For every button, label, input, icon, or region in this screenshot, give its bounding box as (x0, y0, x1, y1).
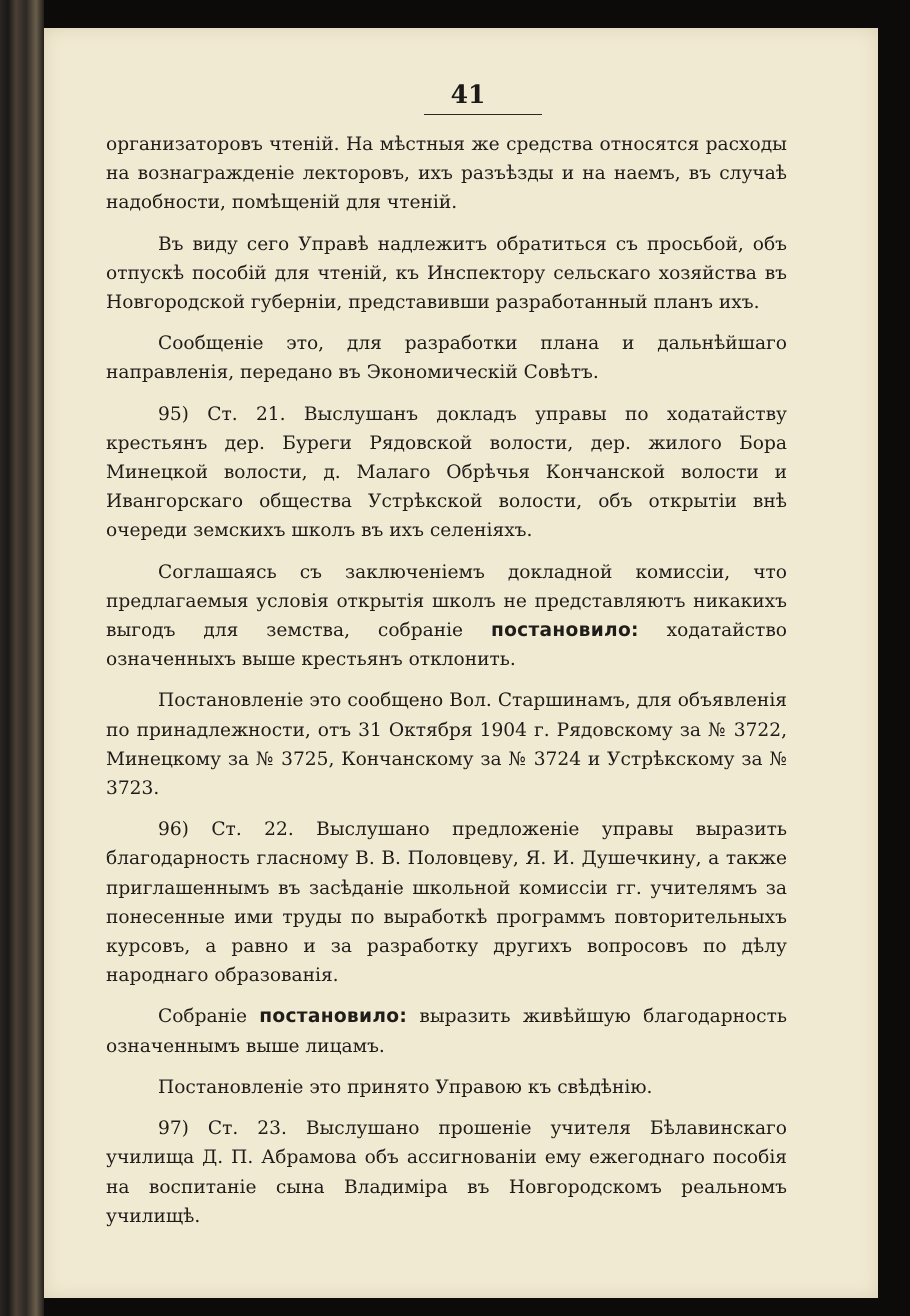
resolution-keyword: постановило: (490, 620, 639, 642)
paragraph-5-before: Соглашаясь съ заключеніемъ докладной комиссіи, что предлагаемыя условія открытія школъ не представляютъ никакихъ выгодъ для земства, собраніе (106, 561, 787, 642)
book-binding (0, 0, 44, 1316)
page-number-rule (424, 114, 542, 115)
document-page (44, 28, 878, 1298)
resolution-keyword: постановило: (259, 1006, 408, 1028)
paragraph-1: организаторовъ чтеній. На мѣстныя же средства относятся расходы на вознагражденіе лекторовъ, ихъ разъѣзды и на наемъ, въ случаѣ надобности, помѣщеній для чтеній. (106, 134, 787, 214)
paragraph-6: Постановленіе это сообщено Вол. Старшинамъ, для объявленія по принадлежности, отъ 31 Октября 1904 г. Рядовскому за № 3722, Минецкому за № 3725, Кончанскому за № 3724 и Устрѣкскому за № 3723. (106, 690, 787, 800)
paragraph-8-after: выразить живѣйшую благодарность означеннымъ выше лицамъ. (106, 1006, 788, 1057)
paragraph-2: Въ виду сего Управѣ надлежитъ обратиться съ просьбой, объ отпускѣ пособій для чтеній, къ Инспектору сельскаго хозяйства въ Новгородской губерніи, представивши разработанный планъ ихъ. (106, 233, 787, 314)
paragraph-5-resolution (106, 558, 787, 675)
paragraph-5-after: ходатайство означенныхъ выше крестьянъ отклонить. (106, 620, 787, 671)
paragraph-3: Сообщеніе это, для разработки плана и дальнѣйшаго направленія, передано въ Экономическій Совѣтъ. (106, 333, 787, 384)
paragraph-8-before: Собраніе (158, 1006, 260, 1028)
paragraph-9: Постановленіе это принято Управою къ свѣдѣнію. (158, 1076, 653, 1098)
paragraph-4-item-95: 95) Ст. 21. Выслушанъ докладъ управы по ходатайству крестьянъ дер. Буреги Рядовской волости, дер. жилого Бора Минецкой волости, д. Малаго Обрѣчья Кончанской волости и Ивангорскаго общества Устрѣкской волости, объ открытіи внѣ очереди земскихъ школъ въ ихъ селеніяхъ. (106, 403, 787, 542)
paragraph-7-item-96: 96) Ст. 22. Выслушано предложеніе управы выразить благодарность гласному В. В. Половцеву, Я. И. Душечкину, а также приглашеннымъ въ засѣданіе школьной комиссіи гг. учителямъ за понесенные ими труды по выработкѣ программъ повторительныхъ курсовъ, а равно и за разработку другихъ вопросовъ по дѣлу народнаго образованія. (106, 819, 787, 987)
page-number: 41 (450, 80, 486, 109)
paragraph-8-resolution (106, 1002, 787, 1060)
page-body (106, 130, 787, 1231)
paragraph-10-item-97: 97) Ст. 23. Выслушано прошеніе учителя Бѣлавинскаго училища Д. П. Абрамова объ ассигнованіи ему ежегоднаго пособія на воспитаніе сына Владиміра въ Новгородскомъ реальномъ училищѣ. (106, 1118, 787, 1227)
